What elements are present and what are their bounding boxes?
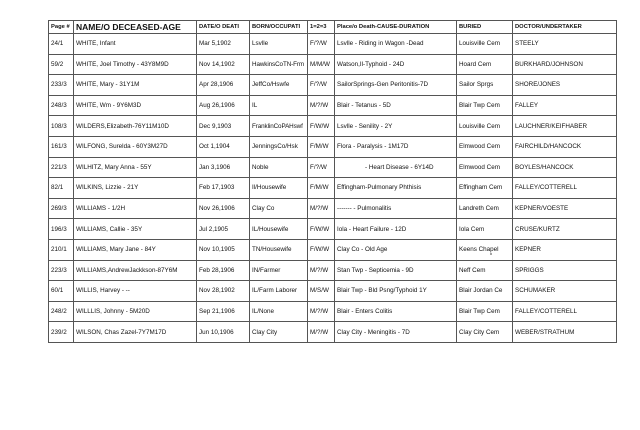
cell-place: Lsvlle - Riding in Wagon -Dead xyxy=(335,34,457,55)
cell-place: Lsvlle - Senility - 2Y xyxy=(335,116,457,137)
cell-doctor: FALLEY/COTTERELL xyxy=(513,301,617,322)
table-row xyxy=(49,239,617,260)
cell-buried: Keens Chapel xyxy=(457,239,513,260)
cell-date: Feb 28,1906 xyxy=(197,260,250,281)
header-date: DATE/O DEATI xyxy=(197,21,250,34)
header-place: Place/o Death-CAUSE-DURATION xyxy=(335,21,457,34)
cell-doctor: STEELY xyxy=(513,34,617,55)
cell-place: Clay Co - Old Age xyxy=(335,239,457,260)
cell-doctor: KEPNER xyxy=(513,239,617,260)
cell-born: JenningsCo/Hsk xyxy=(250,136,308,157)
cell-name: WHITE, Infant xyxy=(74,34,197,55)
cell-page: 108/3 xyxy=(49,116,74,137)
cell-doctor: SHORE/JONES xyxy=(513,75,617,96)
cell-born: Clay City xyxy=(250,322,308,343)
cell-page: 248/3 xyxy=(49,95,74,116)
cell-place: Stan Twp - Septicemia - 9D xyxy=(335,260,457,281)
cell-buried: Louisville Cem xyxy=(457,116,513,137)
cell-code: F/M/W xyxy=(308,136,335,157)
cell-code: F/W/W xyxy=(308,219,335,240)
cell-doctor: KEPNER/VOESTE xyxy=(513,198,617,219)
cell-name: WHITE, Joel Timothy - 43Y8M9D xyxy=(74,54,197,75)
cell-code: M/?/W xyxy=(308,198,335,219)
header-code: 1=2=3 xyxy=(308,21,335,34)
table-row xyxy=(49,136,617,157)
cell-born: Clay Co xyxy=(250,198,308,219)
stray-mark xyxy=(490,253,492,255)
cell-name: WILLLIS, Johnny - 5M20D xyxy=(74,301,197,322)
cell-code: M/S/W xyxy=(308,281,335,302)
cell-page: 239/2 xyxy=(49,322,74,343)
cell-date: Nov 10,1905 xyxy=(197,239,250,260)
table-row xyxy=(49,198,617,219)
cell-buried: Sailor Sprgs xyxy=(457,75,513,96)
table-row xyxy=(49,75,617,96)
cell-doctor: BOYLES/HANCOCK xyxy=(513,157,617,178)
cell-doctor: FALLEY xyxy=(513,95,617,116)
cell-name: WILLIAMS, Callie - 35Y xyxy=(74,219,197,240)
cell-code: F/?/W xyxy=(308,157,335,178)
table-row xyxy=(49,54,617,75)
cell-place: ------- - Pulmonalitis xyxy=(335,198,457,219)
cell-born: IL/None xyxy=(250,301,308,322)
cell-born: Noble xyxy=(250,157,308,178)
cell-buried: Blair Jordan Ce xyxy=(457,281,513,302)
cell-name: WILLIAMS - 1/2H xyxy=(74,198,197,219)
cell-page: 269/3 xyxy=(49,198,74,219)
cell-place: Effingham-Pulmonary Phthisis xyxy=(335,178,457,199)
cell-place: Flora - Paralysis - 1M17D xyxy=(335,136,457,157)
cell-page: 60/1 xyxy=(49,281,74,302)
header-page: Page # xyxy=(49,21,74,34)
cell-place: Blair - Tetanus - 5D xyxy=(335,95,457,116)
cell-page: 248/2 xyxy=(49,301,74,322)
cell-born: IL xyxy=(250,95,308,116)
table-row xyxy=(49,281,617,302)
cell-date: Nov 14,1902 xyxy=(197,54,250,75)
cell-name: WILLIAMS, Mary Jane - 84Y xyxy=(74,239,197,260)
cell-place: SailorSprings-Gen Peritonitis-7D xyxy=(335,75,457,96)
cell-page: 223/3 xyxy=(49,260,74,281)
cell-place: Blair - Enters Colitis xyxy=(335,301,457,322)
cell-buried: Louisville Cem xyxy=(457,34,513,55)
table-row xyxy=(49,95,617,116)
cell-date: Sep 21,1906 xyxy=(197,301,250,322)
death-record-table xyxy=(48,20,617,343)
cell-page: 210/1 xyxy=(49,239,74,260)
cell-buried: Effingham Cem xyxy=(457,178,513,199)
cell-born: FranklinCoPAHswf xyxy=(250,116,308,137)
cell-code: F/?/W xyxy=(308,75,335,96)
header-row xyxy=(49,21,617,34)
cell-doctor: LAUCHNER/KEIFHABER xyxy=(513,116,617,137)
cell-page: 196/3 xyxy=(49,219,74,240)
table-row xyxy=(49,322,617,343)
cell-name: WILLIAMS,AndrewJackkson-87Y6M xyxy=(74,260,197,281)
header-doctor: DOCTOR/UNDERTAKER xyxy=(513,21,617,34)
table-row xyxy=(49,219,617,240)
cell-name: WILSON, Chas Zazel-7Y7M17D xyxy=(74,322,197,343)
cell-buried: Hoard Cem xyxy=(457,54,513,75)
cell-date: Nov 26,1906 xyxy=(197,198,250,219)
cell-name: WILLIS, Harvey - -- xyxy=(74,281,197,302)
cell-page: 24/1 xyxy=(49,34,74,55)
cell-buried: Iola Cem xyxy=(457,219,513,240)
table-row xyxy=(49,116,617,137)
cell-name: WILDERS,Elizabeth-76Y11M10D xyxy=(74,116,197,137)
cell-place: Clay City - Meningitis - 7D xyxy=(335,322,457,343)
cell-code: F/?/W xyxy=(308,34,335,55)
cell-place: Blair Twp - Bld Psng/Typhoid 1Y xyxy=(335,281,457,302)
cell-doctor: WEBER/STRATHUM xyxy=(513,322,617,343)
cell-doctor: CRUSE/KURTZ xyxy=(513,219,617,240)
cell-name: WILKINS, Lizzie - 21Y xyxy=(74,178,197,199)
cell-page: 161/3 xyxy=(49,136,74,157)
cell-page: 221/3 xyxy=(49,157,74,178)
cell-place: Watson,Il-Typhoid - 24D xyxy=(335,54,457,75)
header-name: NAME/O DECEASED-AGE xyxy=(74,21,197,34)
ledger-body xyxy=(49,34,617,343)
cell-doctor: FAIRCHILD/HANCOCK xyxy=(513,136,617,157)
header-buried: BURIED xyxy=(457,21,513,34)
cell-name: WHITE, Mary - 31Y1M xyxy=(74,75,197,96)
cell-code: F/W/W xyxy=(308,239,335,260)
cell-date: Nov 28,1902 xyxy=(197,281,250,302)
cell-buried: Elmwood Cem xyxy=(457,157,513,178)
table-row xyxy=(49,157,617,178)
cell-date: Jul 2,1905 xyxy=(197,219,250,240)
cell-buried: Clay City Cem xyxy=(457,322,513,343)
cell-name: WILHITZ, Mary Anna - 55Y xyxy=(74,157,197,178)
cell-born: Il/Housewife xyxy=(250,178,308,199)
ledger-sheet xyxy=(48,20,616,420)
table-row xyxy=(49,260,617,281)
cell-born: HawkinsCoTN-Frm xyxy=(250,54,308,75)
cell-page: 59/2 xyxy=(49,54,74,75)
cell-doctor: BURKHARD/JOHNSON xyxy=(513,54,617,75)
cell-born: Lsvlle xyxy=(250,34,308,55)
cell-name: WILFONG, Surelda - 60Y3M27D xyxy=(74,136,197,157)
cell-date: Feb 17,1903 xyxy=(197,178,250,199)
cell-born: IN/Farmer xyxy=(250,260,308,281)
cell-buried: Blair Twp Cem xyxy=(457,95,513,116)
cell-name: WHITE, Wm - 9Y6M3D xyxy=(74,95,197,116)
cell-born: JeffCo/Hswfe xyxy=(250,75,308,96)
cell-code: M/?/W xyxy=(308,301,335,322)
cell-page: 82/1 xyxy=(49,178,74,199)
cell-buried: Neff Cem xyxy=(457,260,513,281)
cell-code: M/?/W xyxy=(308,260,335,281)
cell-date: Dec 9,1903 xyxy=(197,116,250,137)
table-row xyxy=(49,34,617,55)
cell-code: M/?/W xyxy=(308,322,335,343)
cell-date: Aug 26,1906 xyxy=(197,95,250,116)
cell-doctor: SCHUMAKER xyxy=(513,281,617,302)
cell-born: TN/Housewife xyxy=(250,239,308,260)
cell-born: IL/Farm Laborer xyxy=(250,281,308,302)
cell-date: Oct 1,1904 xyxy=(197,136,250,157)
cell-code: F/M/W xyxy=(308,178,335,199)
cell-date: Jun 10,1906 xyxy=(197,322,250,343)
cell-date: Mar 5,1902 xyxy=(197,34,250,55)
cell-date: Apr 28,1906 xyxy=(197,75,250,96)
cell-buried: Landreth Cem xyxy=(457,198,513,219)
cell-code: M/?/W xyxy=(308,95,335,116)
header-born: BORN/OCCUPATI xyxy=(250,21,308,34)
table-row xyxy=(49,178,617,199)
cell-doctor: SPRIGGS xyxy=(513,260,617,281)
cell-place: - Heart Disease - 6Y14D xyxy=(335,157,457,178)
cell-place: Iola - Heart Failure - 12D xyxy=(335,219,457,240)
cell-doctor: FALLEY/COTTERELL xyxy=(513,178,617,199)
cell-born: IL/Housewife xyxy=(250,219,308,240)
table-row xyxy=(49,301,617,322)
cell-buried: Blair Twp Cem xyxy=(457,301,513,322)
cell-code: F/W/W xyxy=(308,116,335,137)
cell-date: Jan 3,1906 xyxy=(197,157,250,178)
cell-buried: Elmwood Cem xyxy=(457,136,513,157)
cell-code: M/M/W xyxy=(308,54,335,75)
cell-page: 233/3 xyxy=(49,75,74,96)
